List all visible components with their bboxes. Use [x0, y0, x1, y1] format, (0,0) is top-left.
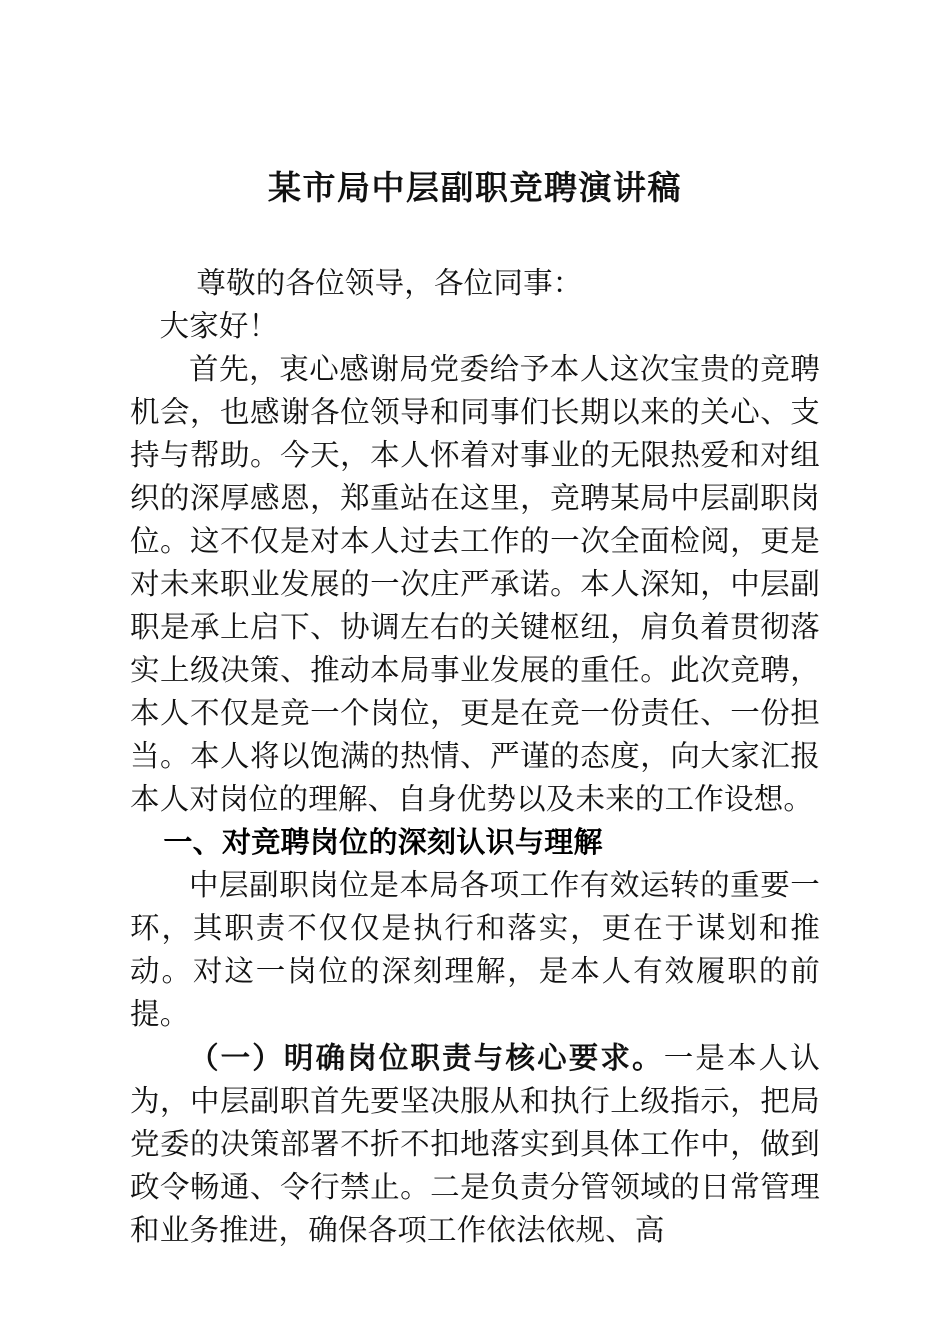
subsection-one-text: 一是本人认为，中层副职首先要坚决服从和执行上级指示，把局党委的决策部署不折不扣地落实到具体工作中，做到政令畅通、令行禁止。二是负责分管领域的日常管理和业务推进，确保各项工作依法依规、高: [130, 1041, 820, 1247]
subsection-one-lead: （一）明确岗位职责与核心要求。: [189, 1040, 664, 1075]
opening-paragraph: 首先，衷心感谢局党委给予本人这次宝贵的竞聘机会，也感谢各位领导和同事们长期以来的关心、支持与帮助。今天，本人怀着对事业的无限热爱和对组织的深厚感恩，郑重站在这里，竞聘某局中层副职岗位。这不仅是对本人过去工作的一次全面检阅，更是对未来职业发展的一次庄严承诺。本人深知，中层副职是承上启下、协调左右的关键枢纽，肩负着贯彻落实上级决策、推动本局事业发展的重任。此次竞聘，本人不仅是竞一个岗位，更是在竞一份责任、一份担当。本人将以饱满的热情、严谨的态度，向大家汇报本人对岗位的理解、自身优势以及未来的工作设想。: [130, 352, 820, 816]
salutation-line: 尊敬的各位领导，各位同事：: [196, 266, 583, 300]
section-heading-one: 一、对竞聘岗位的深刻认识与理解: [163, 825, 603, 859]
greeting-line: 大家好！: [159, 309, 279, 343]
section-one-paragraph: 中层副职岗位是本局各项工作有效运转的重要一环，其职责不仅仅是执行和落实，更在于谋划和推动。对这一岗位的深刻理解，是本人有效履职的前提。: [130, 868, 820, 1031]
subsection-one-paragraph: [130, 1036, 820, 1252]
document-body: [130, 262, 820, 1252]
document-title: 某市局中层副职竞聘演讲稿: [268, 168, 682, 207]
